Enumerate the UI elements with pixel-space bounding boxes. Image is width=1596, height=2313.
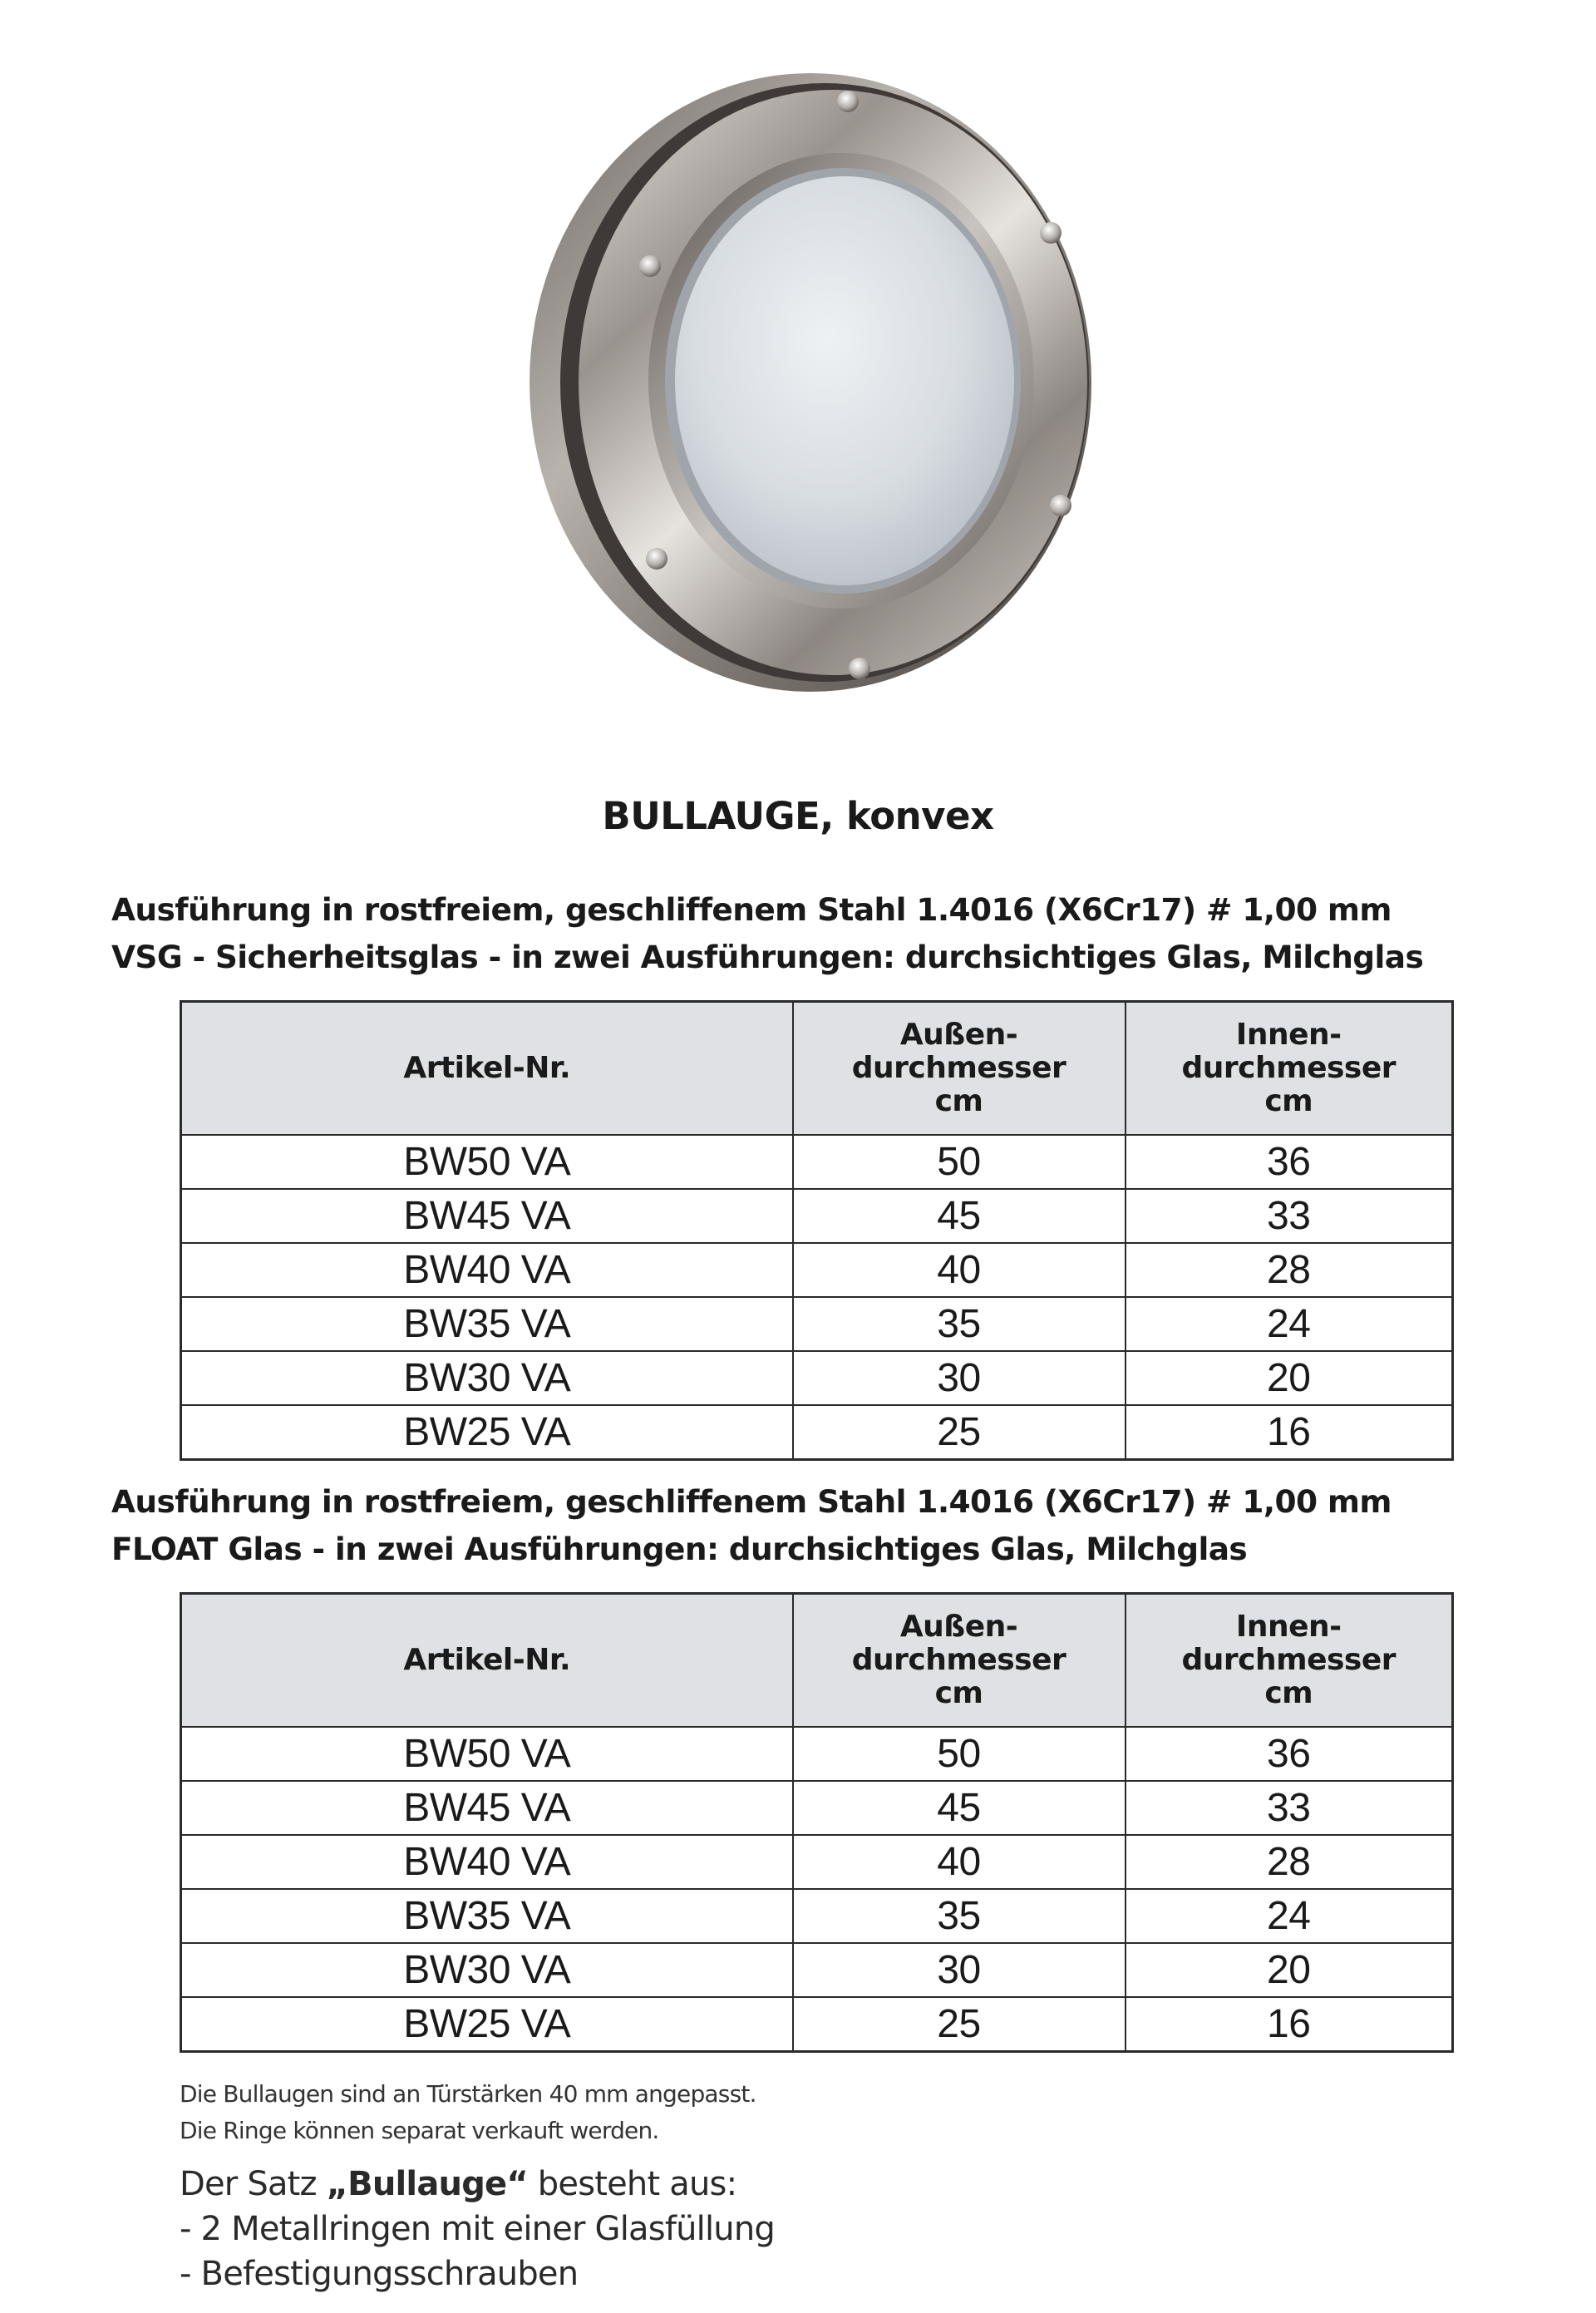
header-outer-diameter: Außen- durchmesser cm [793, 1594, 1126, 1728]
article-number-cell: BW40 VA [181, 1835, 793, 1889]
inner-diameter-cell: 36 [1126, 1727, 1453, 1781]
spec-block-2 [111, 1478, 1566, 1573]
article-number-cell: BW35 VA [181, 1297, 793, 1351]
product-title: BULLAUGE, konvex [602, 794, 994, 838]
inner-diameter-cell: 16 [1126, 1405, 1453, 1460]
dimensions-table-float [180, 1592, 1454, 2053]
article-number-cell: BW45 VA [181, 1189, 793, 1243]
outer-diameter-cell: 45 [793, 1781, 1126, 1835]
dimensions-table-vsg [180, 1000, 1454, 1461]
article-number-cell: BW25 VA [181, 1405, 793, 1460]
table-row [181, 1351, 1453, 1405]
spec-line: Ausführung in rostfreiem, geschliffenem Stahl 1.4016 (X6Cr17) # 1,00 mm [111, 1483, 1392, 1520]
table-row [181, 1997, 1453, 2052]
set-item: - Befestigungsschrauben [180, 2255, 579, 2293]
inner-diameter-cell: 28 [1126, 1835, 1453, 1889]
header-inner-diameter: Innen- durchmesser cm [1126, 1594, 1453, 1728]
article-number-cell: BW30 VA [181, 1943, 793, 1997]
table-header-row [181, 1002, 1453, 1136]
outer-diameter-cell: 30 [793, 1351, 1126, 1405]
outer-diameter-cell: 30 [793, 1943, 1126, 1997]
table-row [181, 1727, 1453, 1781]
header-outer-diameter: Außen- durchmesser cm [793, 1002, 1126, 1136]
outer-diameter-cell: 45 [793, 1189, 1126, 1243]
table-row [181, 1135, 1453, 1189]
table-row [181, 1243, 1453, 1297]
outer-diameter-cell: 35 [793, 1889, 1126, 1943]
inner-diameter-cell: 16 [1126, 1997, 1453, 2052]
outer-diameter-cell: 35 [793, 1297, 1126, 1351]
set-heading [180, 2162, 775, 2207]
set-contents [180, 2162, 775, 2296]
spec-line: VSG - Sicherheitsglas - in zwei Ausführungen: durchsichtiges Glas, Milchglas [111, 939, 1424, 975]
spec-block-1 [111, 886, 1566, 981]
article-number-cell: BW45 VA [181, 1781, 793, 1835]
inner-diameter-cell: 20 [1126, 1943, 1453, 1997]
outer-diameter-cell: 40 [793, 1835, 1126, 1889]
table-row [181, 1189, 1453, 1243]
outer-diameter-cell: 25 [793, 1997, 1126, 2052]
inner-diameter-cell: 20 [1126, 1351, 1453, 1405]
table-row [181, 1889, 1453, 1943]
outer-diameter-cell: 50 [793, 1727, 1126, 1781]
set-item: - 2 Metallringen mit einer Glasfüllung [180, 2210, 775, 2248]
article-number-cell: BW35 VA [181, 1889, 793, 1943]
header-article-number: Artikel-Nr. [181, 1594, 793, 1728]
inner-diameter-cell: 33 [1126, 1781, 1453, 1835]
header-article-number: Artikel-Nr. [181, 1002, 793, 1136]
notes [180, 2076, 756, 2149]
inner-diameter-cell: 36 [1126, 1135, 1453, 1189]
inner-diameter-cell: 24 [1126, 1297, 1453, 1351]
spec-line: Ausführung in rostfreiem, geschliffenem Stahl 1.4016 (X6Cr17) # 1,00 mm [111, 891, 1392, 928]
table-row [181, 1835, 1453, 1889]
article-number-cell: BW25 VA [181, 1997, 793, 2052]
table-header-row [181, 1594, 1453, 1728]
table-row [181, 1405, 1453, 1460]
table-row [181, 1297, 1453, 1351]
article-number-cell: BW30 VA [181, 1351, 793, 1405]
note-line: Die Ringe können separat verkauft werden. [180, 2117, 659, 2144]
inner-diameter-cell: 24 [1126, 1889, 1453, 1943]
table-row [181, 1781, 1453, 1835]
porthole-product-image [499, 50, 1130, 715]
note-line: Die Bullaugen sind an Türstärken 40 mm angepasst. [180, 2080, 756, 2108]
set-name: „Bullauge“ [326, 2165, 528, 2203]
inner-diameter-cell: 28 [1126, 1243, 1453, 1297]
article-number-cell: BW40 VA [181, 1243, 793, 1297]
article-number-cell: BW50 VA [181, 1727, 793, 1781]
outer-diameter-cell: 50 [793, 1135, 1126, 1189]
table-row [181, 1943, 1453, 1997]
article-number-cell: BW50 VA [181, 1135, 793, 1189]
outer-diameter-cell: 40 [793, 1243, 1126, 1297]
outer-diameter-cell: 25 [793, 1405, 1126, 1460]
header-inner-diameter: Innen- durchmesser cm [1126, 1002, 1453, 1136]
set-heading-suffix: besteht aus: [527, 2165, 737, 2203]
set-heading-prefix: Der Satz [180, 2165, 327, 2203]
spec-line: FLOAT Glas - in zwei Ausführungen: durchsichtiges Glas, Milchglas [111, 1531, 1248, 1567]
inner-diameter-cell: 33 [1126, 1189, 1453, 1243]
